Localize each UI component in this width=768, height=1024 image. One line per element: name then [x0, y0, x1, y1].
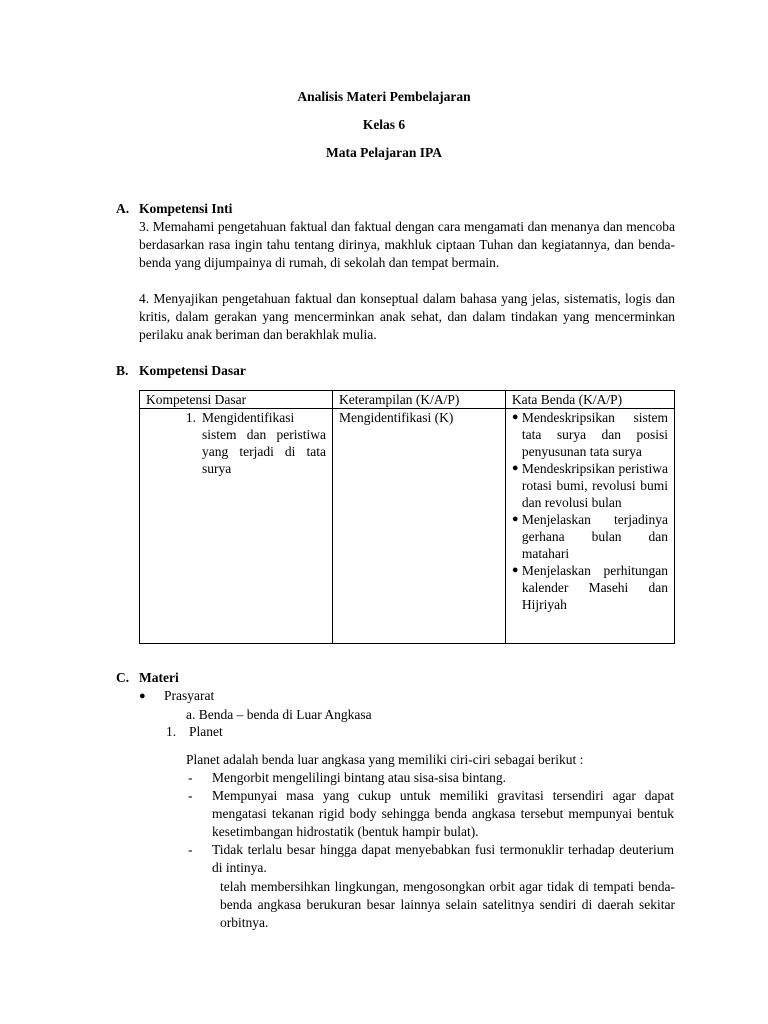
prerequisite-label: Prasyarat	[164, 688, 215, 703]
list-item: - Tidak terlalu besar hingga dapat menyebabkan fusi termonuklir terhadap deuterium di intinya.	[188, 842, 674, 875]
list-item: ● Mendeskripsikan sistem tata surya dan posisi penyusunan tata surya	[511, 410, 668, 459]
kd-text: Mengidentifikasi sistem dan peristiwa yang terjadi di tata surya	[202, 410, 326, 476]
sub-heading-a: a. Benda – benda di Luar Angkasa	[186, 707, 372, 722]
table-row	[140, 409, 675, 644]
item-planet: Planet	[189, 724, 223, 739]
bullet-icon: ●	[511, 513, 519, 525]
section-c-letter: C.	[116, 670, 130, 685]
bullet-icon: ●	[139, 690, 146, 702]
kompetensi-inti-4: 4. Menyajikan pengetahuan faktual dan konseptual dalam bahasa yang jelas, sistematis, logis dan kritis, dalam gerakan yang mencerminkan anak sehat, dan dalam tindakan yang mencerminkan perilaku anak beriman dan berakhlak mulia.	[139, 291, 675, 342]
table-cell-skill: Mengidentifikasi (K)	[333, 409, 506, 644]
table-cell-nouns	[505, 409, 674, 644]
section-b-letter: B.	[116, 363, 129, 378]
table-header-row	[140, 391, 675, 409]
section-b-heading: Kompetensi Dasar	[139, 363, 246, 378]
class-label: Kelas 6	[362, 117, 406, 132]
list-item: - Mengorbit mengelilingi bintang atau sisa-sisa bintang.	[188, 770, 506, 785]
dash-marker: -	[188, 770, 193, 785]
section-c-heading: Materi	[139, 670, 179, 685]
bullet-icon: ●	[511, 462, 519, 474]
table-header-cell: Kompetensi Dasar	[140, 391, 333, 409]
subject-label: Mata Pelajaran IPA	[326, 145, 442, 160]
document-title: Analisis Materi Pembelajaran	[297, 89, 471, 104]
table-header-cell: Keterampilan (K/A/P)	[333, 391, 506, 409]
kompetensi-dasar-table	[139, 390, 675, 644]
list-item: - Mempunyai masa yang cukup untuk memiliki gravitasi tersendiri agar dapat mengatasi tekanan rigid body sehingga benda angkasa tersebut mempunyai bentuk kesetimbangan hidrostatik (bentuk hampir bulat).	[188, 788, 674, 839]
bullet-icon: ●	[511, 411, 519, 423]
list-item: ● Mendeskripsikan peristiwa rotasi bumi, revolusi bumi dan revolusi bulan	[511, 461, 668, 510]
table-cell-kd	[140, 409, 333, 644]
item-number: 1.	[166, 724, 177, 739]
dash-marker: -	[188, 788, 193, 803]
kompetensi-inti-3: 3. Memahami pengetahuan faktual dan faktual dengan cara mengamati dan menanya dan mencoba berdasarkan rasa ingin tahu tentang dirinya, makhluk ciptaan Tuhan dan kegiatannya, dan benda-benda yang dijumpainya di rumah, di sekolah dan tempat bermain.	[139, 219, 675, 270]
bullet-icon: ●	[511, 564, 519, 576]
kd-number: 1.	[185, 410, 196, 425]
list-item: ● Menjelaskan terjadinya gerhana bulan dan matahari	[511, 512, 668, 561]
list-item: ● Menjelaskan perhitungan kalender Masehi dan Hijriyah	[511, 563, 668, 612]
section-a-heading: Kompetensi Inti	[139, 201, 233, 216]
section-a-letter: A.	[116, 201, 130, 216]
continuation-paragraph: telah membersihkan lingkungan, mengosongkan orbit agar tidak di tempati benda-benda angkasa berukuran besar lainnya selain satelitnya sendiri di daerah sekitar orbitnya.	[220, 879, 675, 930]
dash-marker: -	[188, 842, 193, 857]
planet-intro: Planet adalah benda luar angkasa yang memiliki ciri-ciri sebagai berikut :	[186, 752, 584, 767]
nouns-list	[512, 409, 668, 613]
table-header-cell: Kata Benda (K/A/P)	[505, 391, 674, 409]
